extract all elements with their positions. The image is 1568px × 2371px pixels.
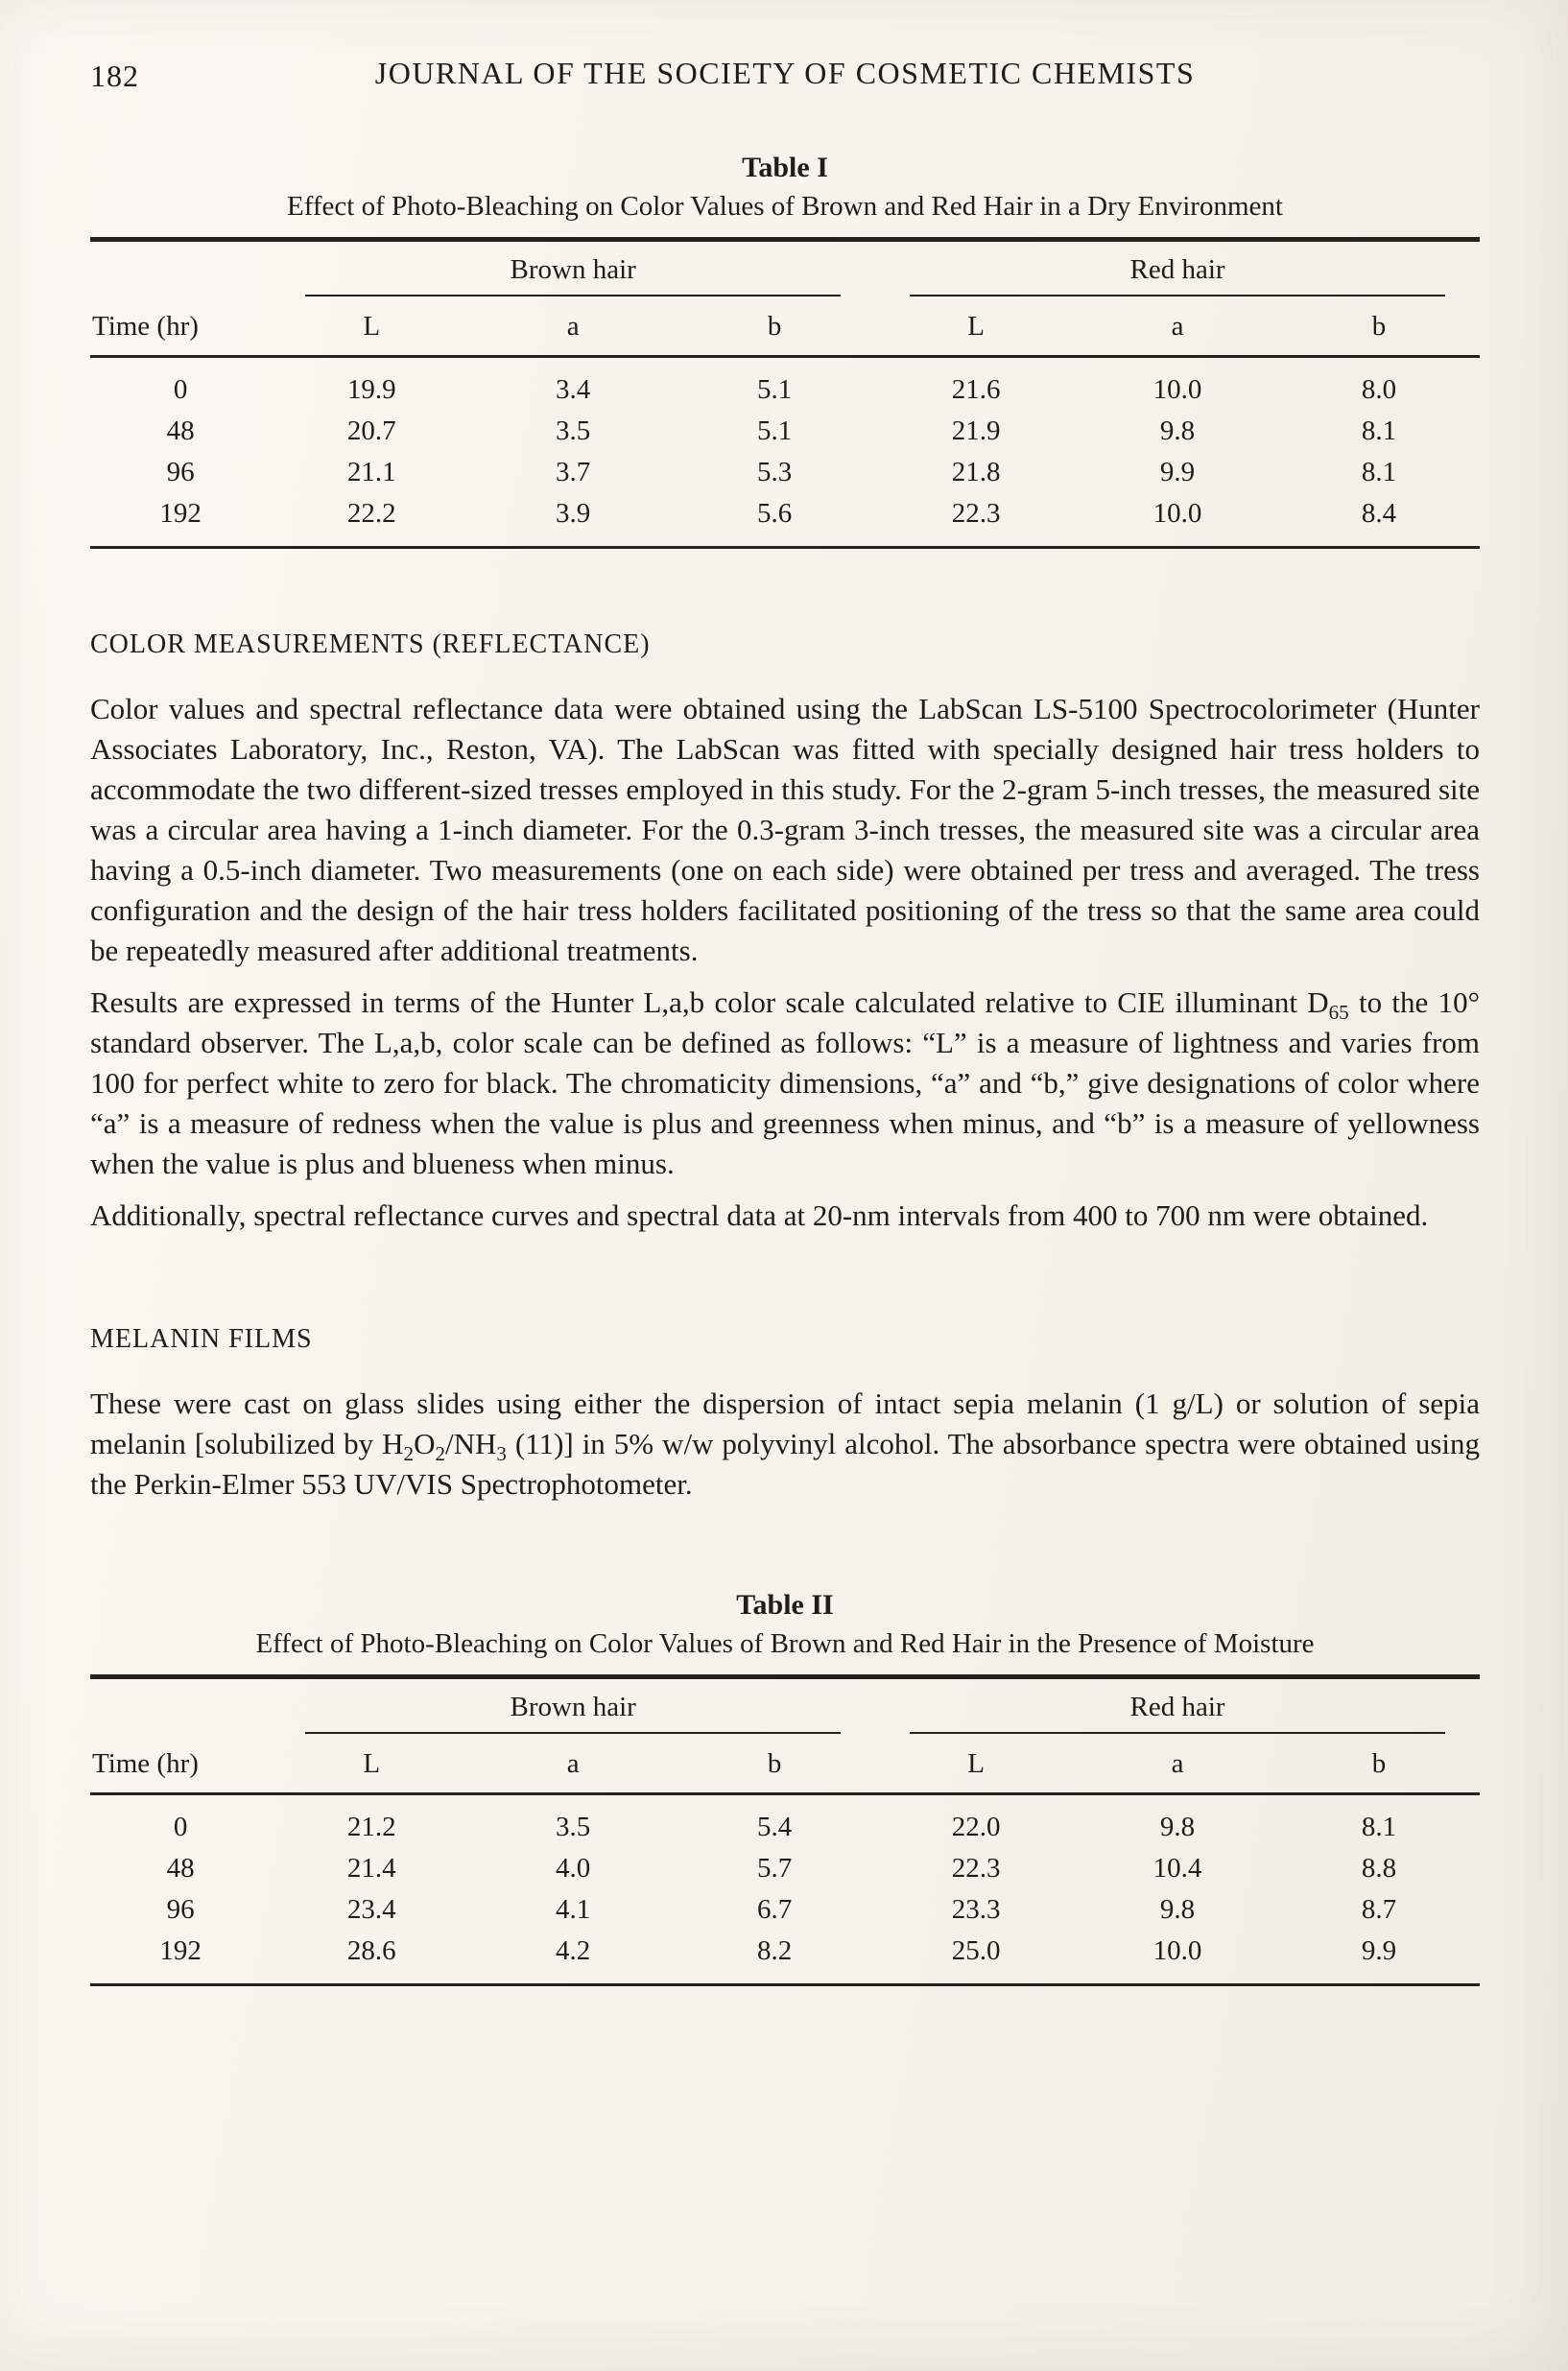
value-cell: 8.8	[1361, 1853, 1397, 1884]
value-cell: 5.3	[756, 457, 793, 487]
value-cell: 8.2	[756, 1935, 793, 1966]
table2-block	[90, 1589, 1480, 1986]
page-number: 182	[90, 59, 139, 93]
value-cell: 10.0	[1152, 498, 1202, 529]
journal-title: JOURNAL OF THE SOCIETY OF COSMETIC CHEMISTS	[374, 56, 1196, 90]
table1-title: Table I	[742, 152, 828, 183]
value-cell: 9.8	[1159, 415, 1196, 446]
value-cell: 3.4	[556, 374, 591, 405]
value-cell: 21.6	[951, 374, 1001, 405]
section-color-measurements	[90, 629, 1480, 1236]
table1-block	[90, 152, 1480, 549]
value-cell: 21.2	[346, 1812, 396, 1842]
value-cell: 3.7	[556, 457, 591, 487]
time-cell: 192	[159, 1935, 202, 1966]
value-cell: 10.0	[1152, 1935, 1202, 1966]
time-cell: 0	[173, 1812, 188, 1842]
table-row	[90, 452, 1480, 493]
value-cell: 9.8	[1159, 1812, 1196, 1842]
value-cell: 3.5	[556, 415, 591, 446]
value-cell: 8.1	[1361, 415, 1397, 446]
time-cell: 0	[173, 374, 188, 405]
table-row	[90, 1794, 1480, 1849]
running-head	[90, 56, 1480, 100]
value-cell: 5.6	[756, 498, 793, 529]
value-cell: 8.4	[1361, 498, 1397, 529]
table2-time-header: Time (hr)	[90, 1734, 271, 1794]
value-cell: 23.3	[951, 1894, 1001, 1925]
value-cell: 5.4	[756, 1812, 793, 1842]
section-heading-color-measurements: COLOR MEASUREMENTS (REFLECTANCE)	[90, 629, 651, 659]
value-cell: 6.7	[756, 1894, 793, 1925]
table1-group-brown-hair-label: Brown hair	[305, 254, 841, 296]
time-cell: 48	[166, 415, 195, 446]
value-cell: 3.9	[556, 498, 591, 529]
table1	[90, 237, 1480, 549]
table1-group-red-hair	[875, 240, 1480, 297]
table2	[90, 1674, 1480, 1986]
value-cell: 28.6	[346, 1935, 396, 1966]
table2-red-L-header: L	[875, 1734, 1077, 1794]
table2-group-brown-hair-label: Brown hair	[305, 1692, 841, 1734]
table2-column-header-row	[90, 1734, 1480, 1794]
time-cell: 96	[166, 457, 195, 487]
table1-time-header: Time (hr)	[90, 296, 271, 357]
value-cell: 9.9	[1361, 1935, 1397, 1966]
value-cell: 23.4	[346, 1894, 396, 1925]
table-row	[90, 1931, 1480, 1985]
table2-group-brown-hair	[271, 1677, 875, 1735]
value-cell: 21.9	[951, 415, 1001, 446]
value-cell: 25.0	[951, 1935, 1001, 1966]
table2-group-red-hair-label: Red hair	[910, 1692, 1445, 1734]
value-cell: 8.1	[1361, 457, 1397, 487]
value-cell: 9.8	[1159, 1894, 1196, 1925]
value-cell: 4.2	[556, 1935, 591, 1966]
table1-red-a-header: a	[1077, 296, 1278, 357]
table1-empty-corner-cell	[90, 240, 271, 297]
table2-red-b-header: b	[1278, 1734, 1480, 1794]
table1-group-red-hair-label: Red hair	[910, 254, 1445, 296]
paragraph-melanin-films-1: These were cast on glass slides using either the dispersion of intact sepia melanin (1 g/L) or solution of sepia melanin [solubilized by $H_2O_2/NH_3$ (11)] in 5% w/w polyvinyl alcohol. The absorbance spectra were obtained using the Perkin-Elmer 553 UV/VIS Spectrophotometer.	[90, 1387, 1480, 1501]
table1-column-header-row	[90, 296, 1480, 357]
table2-brown-a-header: a	[472, 1734, 674, 1794]
value-cell: 22.3	[951, 498, 1001, 529]
table2-red-a-header: a	[1077, 1734, 1278, 1794]
table-row	[90, 1848, 1480, 1889]
value-cell: 22.2	[346, 498, 396, 529]
value-cell: 10.0	[1152, 374, 1202, 405]
table-row	[90, 493, 1480, 548]
value-cell: 8.7	[1361, 1894, 1397, 1925]
value-cell: 19.9	[346, 374, 396, 405]
value-cell: 21.8	[951, 457, 1001, 487]
table1-group-header-row	[90, 240, 1480, 297]
value-cell: 10.4	[1152, 1853, 1202, 1884]
value-cell: 8.1	[1361, 1812, 1397, 1842]
time-cell: 48	[166, 1853, 195, 1884]
time-cell: 192	[159, 498, 202, 529]
value-cell: 5.7	[756, 1853, 793, 1884]
table1-red-L-header: L	[875, 296, 1077, 357]
value-cell: 20.7	[346, 415, 396, 446]
value-cell: 21.4	[346, 1853, 396, 1884]
value-cell: 22.3	[951, 1853, 1001, 1884]
table1-brown-a-header: a	[472, 296, 674, 357]
value-cell: 9.9	[1159, 457, 1196, 487]
section-heading-melanin-films: MELANIN FILMS	[90, 1324, 313, 1354]
paragraph-color-measurements-2: Results are expressed in terms of the Hunter L,a,b color scale calculated relative to CIE illuminant $D_{65}$ to the 10° standard observer. The L,a,b, color scale can be defined as follows: “L” is a measure of lightness and varies from 100 for perfect white to zero for black. The chromaticity dimensions, “a” and “b,” give designations of color where “a” is a measure of redness when the value is plus and greenness when minus, and “b” is a measure of yellowness when the value is plus and blueness when minus.	[90, 985, 1480, 1180]
paragraph-color-measurements-3: Additionally, spectral reflectance curves and spectral data at 20-nm intervals from 400 to 700 nm were obtained.	[90, 1198, 1429, 1232]
value-cell: 22.0	[951, 1812, 1001, 1842]
table1-group-brown-hair	[271, 240, 875, 297]
value-cell: 4.1	[556, 1894, 591, 1925]
table-row	[90, 1889, 1480, 1931]
table2-title: Table II	[736, 1589, 834, 1621]
table2-empty-corner-cell	[90, 1677, 271, 1735]
table1-brown-b-header: b	[674, 296, 875, 357]
value-cell: 5.1	[756, 374, 793, 405]
table2-brown-L-header: L	[271, 1734, 472, 1794]
section-melanin-films	[90, 1324, 1480, 1505]
time-cell: 96	[166, 1894, 195, 1925]
value-cell: 3.5	[556, 1812, 591, 1842]
table-row	[90, 357, 1480, 412]
table1-red-b-header: b	[1278, 296, 1480, 357]
value-cell: 5.1	[756, 415, 793, 446]
table1-brown-L-header: L	[271, 296, 472, 357]
table1-caption: Effect of Photo-Bleaching on Color Values of Brown and Red Hair in a Dry Environment	[287, 191, 1283, 222]
table-row	[90, 411, 1480, 452]
paragraph-color-measurements-1: Color values and spectral reflectance data were obtained using the LabScan LS-5100 Spectrocolorimeter (Hunter Associates Laboratory, Inc., Reston, VA). The LabScan was fitted with specially designed hair tress holders to accommodate the two different-sized tresses employed in this study. For the 2-gram 5-inch tresses, the measured site was a circular area having a 1-inch diameter. For the 0.3-gram 3-inch tresses, the measured site was a circular area having a 0.5-inch diameter. Two measurements (one on each side) were obtained per tress and averaged. The tress configuration and the design of the hair tress holders facilitated positioning of the tress so that the same area could be repeatedly measured after additional treatments.	[90, 692, 1480, 967]
value-cell: 21.1	[346, 457, 396, 487]
table2-group-header-row	[90, 1677, 1480, 1735]
value-cell: 8.0	[1361, 374, 1397, 405]
table2-brown-b-header: b	[674, 1734, 875, 1794]
table2-group-red-hair	[875, 1677, 1480, 1735]
table2-caption: Effect of Photo-Bleaching on Color Values of Brown and Red Hair in the Presence of Moisture	[255, 1628, 1315, 1659]
value-cell: 4.0	[556, 1853, 591, 1884]
